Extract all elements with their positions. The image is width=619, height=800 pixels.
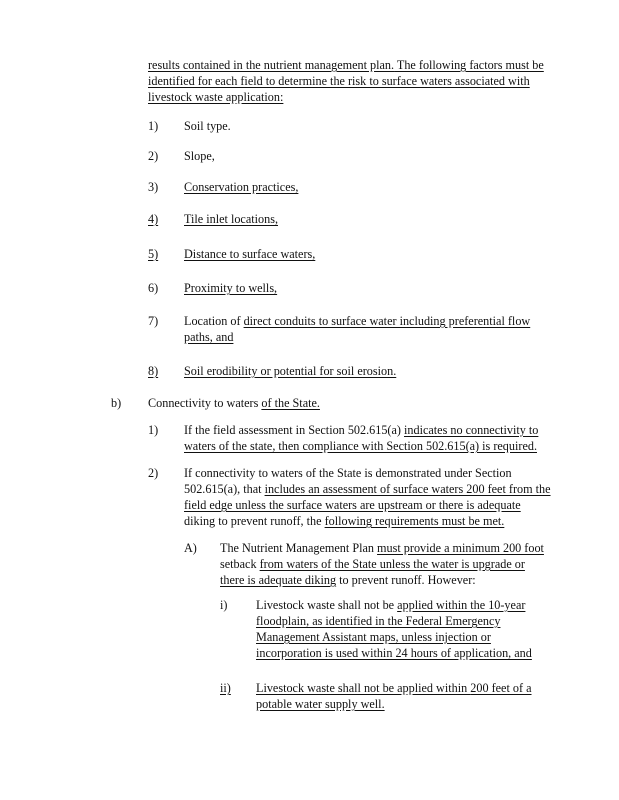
item-text-part: If the field assessment in Section 502.615(a) <box>184 423 404 437</box>
subitem-text-part: to prevent runoff. However: <box>336 573 476 587</box>
factor-number: 4) <box>148 212 159 226</box>
factor-number: 6) <box>148 281 159 295</box>
section-heading <box>148 396 320 411</box>
subitem-label: A) <box>184 541 197 555</box>
intro-line-1 <box>148 58 544 73</box>
item-text-part: following requirements must be met. <box>324 514 505 528</box>
intro-text: results contained in the nutrient management plan. <box>148 58 395 72</box>
factor-text: Tile inlet locations, <box>184 212 279 226</box>
subitem-text-cont <box>220 573 476 588</box>
subitem-text-cont <box>220 557 525 572</box>
item-number: 2) <box>148 466 159 480</box>
item-text-part: indicates no connectivity to <box>404 423 539 437</box>
roman-text-cont: incorporation is used within 24 hours of application, and <box>256 646 532 660</box>
roman-text-part: Livestock waste shall not be applied within <box>256 681 471 695</box>
intro-line-2: identified for each field to determine the risk to surface waters associated with <box>148 74 530 88</box>
roman-text-cont: potable water supply well. <box>256 697 385 711</box>
item-text <box>184 423 538 438</box>
section-label: b) <box>111 396 122 410</box>
factor-text: Soil type. <box>184 119 231 133</box>
item-text-cont: waters of the state, then compliance with Section 502.615(a) is required. <box>184 439 537 453</box>
subitem-text <box>220 541 544 556</box>
item-text-cont <box>184 482 551 497</box>
item-number: 1) <box>148 423 159 437</box>
roman-text-part: Livestock waste shall not be <box>256 598 398 612</box>
item-text-part: includes an assessment of surface waters 200 feet from the <box>264 482 551 496</box>
roman-label: i) <box>220 598 228 612</box>
factor-number: 1) <box>148 119 159 133</box>
section-heading-part: Connectivity to waters <box>148 396 262 410</box>
intro-text: The following factors must be <box>394 58 544 72</box>
roman-text-part: 200 feet of a <box>470 681 532 695</box>
factor-text-part: direct conduits to surface water including preferential flow <box>243 314 531 328</box>
factor-text: Slope, <box>184 149 215 163</box>
item-text-cont <box>184 514 504 529</box>
subitem-text-part: The Nutrient Management Plan <box>220 541 378 555</box>
roman-text-cont: Management Assistant maps, unless injection or <box>256 630 491 644</box>
factor-number: 8) <box>148 364 159 378</box>
subitem-text-part: from waters of the State unless the water is upgrade or <box>259 557 525 571</box>
factor-number: 2) <box>148 149 159 163</box>
factor-text: Soil erodibility or potential for soil erosion. <box>184 364 397 378</box>
item-text-part: diking to prevent runoff, the <box>184 514 325 528</box>
subitem-text-part: there is adequate diking <box>220 573 337 587</box>
factor-text-cont: paths, and <box>184 330 234 344</box>
factor-number: 5) <box>148 247 159 261</box>
factor-text-part: Location of <box>184 314 244 328</box>
roman-text <box>256 598 525 613</box>
section-heading-part: of the State. <box>261 396 320 410</box>
roman-text-cont: floodplain, as identified in the Federal Emergency <box>256 614 501 628</box>
item-text-part: 502.615(a), that <box>184 482 265 496</box>
subitem-text-part: must provide a minimum 200 foot <box>377 541 544 555</box>
item-text-cont: field edge unless the surface waters are upstream or there is adequate <box>184 498 521 512</box>
intro-line-3: livestock waste application: <box>148 90 284 104</box>
roman-text <box>256 681 532 696</box>
factor-number: 3) <box>148 180 159 194</box>
factor-text: Conservation practices, <box>184 180 299 194</box>
factor-text: Proximity to wells, <box>184 281 278 295</box>
factor-text: Distance to surface waters, <box>184 247 316 261</box>
item-text: If connectivity to waters of the State is demonstrated under Section <box>184 466 512 480</box>
factor-text <box>184 314 530 329</box>
subitem-text-part: setback <box>220 557 260 571</box>
factor-number: 7) <box>148 314 159 328</box>
roman-label: ii) <box>220 681 231 695</box>
roman-text-part: applied within the 10-year <box>397 598 526 612</box>
